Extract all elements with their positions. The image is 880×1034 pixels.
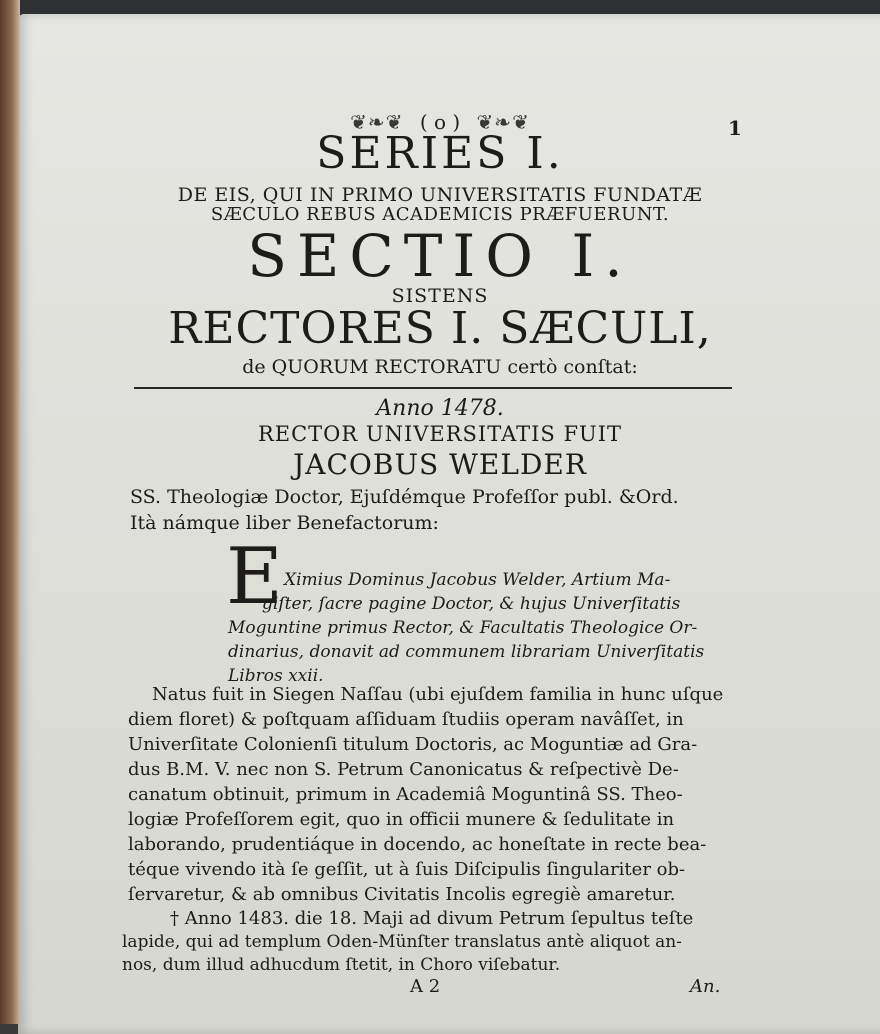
death-line-3: nos, dum illud adhucdum ſtetit, in Choro viſebatur. bbox=[122, 955, 561, 975]
paragraph-line-3: Univerſitate Colonienſi titulum Doctoris, ac Moguntiæ ad Gra- bbox=[128, 734, 698, 755]
subtitle-line-1: DE EIS, QUI IN PRIMO UNIVERSITATIS FUNDATÆ bbox=[177, 184, 703, 206]
paragraph-line-9: ſervaretur, & ab omnibus Civitatis Incolis egregiè amaretur. bbox=[128, 884, 676, 905]
ornament-left-icon: ❦❧❦ bbox=[350, 110, 404, 134]
paragraph-line-8: téque vivendo ità ſe geſſit, ut à ſuis Diſcipulis ſingulariter ob- bbox=[128, 859, 686, 880]
drop-cap: E bbox=[226, 532, 283, 622]
quote-line-3: Moguntine primus Rector, & Facultatis Theologice Or- bbox=[228, 618, 698, 638]
quote-line-1: Ximius Dominus Jacobus Welder, Artium Ma- bbox=[284, 570, 671, 590]
signature-mark: A 2 bbox=[410, 976, 441, 997]
paragraph-line-2: diem floret) & poſtquam aſſiduam ſtudiis operam navâſſet, in bbox=[128, 709, 684, 730]
quorum-line: de QUORUM RECTORATU certò conſtat: bbox=[242, 356, 638, 378]
catchword: An. bbox=[690, 976, 721, 997]
death-line-2: lapide, qui ad templum Oden-Münſter translatus antè aliquot an- bbox=[122, 932, 682, 952]
page-number: 1 bbox=[728, 116, 742, 140]
page-marker: ( o ) bbox=[419, 110, 461, 134]
subtitle-line-2: SÆCULO REBUS ACADEMICIS PRÆFUERUNT. bbox=[210, 204, 670, 225]
sectio-heading: SECTIO I. bbox=[247, 222, 633, 290]
ornament-right-icon: ❦❧❦ bbox=[476, 110, 530, 134]
paragraph-line-4: dus B.M. V. nec non S. Petrum Canonicatus & reſpectivè De- bbox=[128, 759, 679, 780]
divider-rule bbox=[134, 387, 732, 389]
title-line: SS. Theologiæ Doctor, Ejuſdémque Profeſſor publ. &Ord. bbox=[130, 486, 679, 508]
rector-name: JACOBUS WELDER bbox=[293, 448, 587, 481]
series-heading: SERIES I. bbox=[316, 128, 564, 179]
paragraph-line-1: Natus fuit in Siegen Naſſau (ubi ejuſdem familia in hunc uſque bbox=[152, 684, 724, 705]
paragraph-line-6: logiæ Profeſſorem egit, quo in officii munere & ſedulitate in bbox=[128, 809, 675, 830]
intro-line: Ità námque liber Benefactorum: bbox=[130, 512, 439, 534]
quote-line-4: dinarius, donavit ad communem librariam Univerſitatis bbox=[228, 642, 705, 662]
anno-year: Anno 1478. bbox=[376, 396, 504, 421]
paragraph-line-7: laborando, prudentiáque in docendo, ac honeſtate in recte bea- bbox=[128, 834, 707, 855]
paragraph-line-5: canatum obtinuit, primum in Academiâ Moguntinâ SS. Theo- bbox=[128, 784, 683, 805]
quote-line-5: Libros xxii. bbox=[228, 666, 324, 686]
rector-line: RECTOR UNIVERSITATIS FUIT bbox=[257, 422, 623, 446]
quote-line-2: giſter, ſacre pagine Doctor, & hujus Univerſitatis bbox=[262, 594, 681, 614]
rectores-heading: RECTORES I. SÆCULI, bbox=[168, 303, 712, 354]
sistens-label: SISTENS bbox=[391, 285, 489, 307]
death-line-1: † Anno 1483. die 18. Maji ad divum Petrum ſepultus teſte bbox=[170, 908, 694, 929]
